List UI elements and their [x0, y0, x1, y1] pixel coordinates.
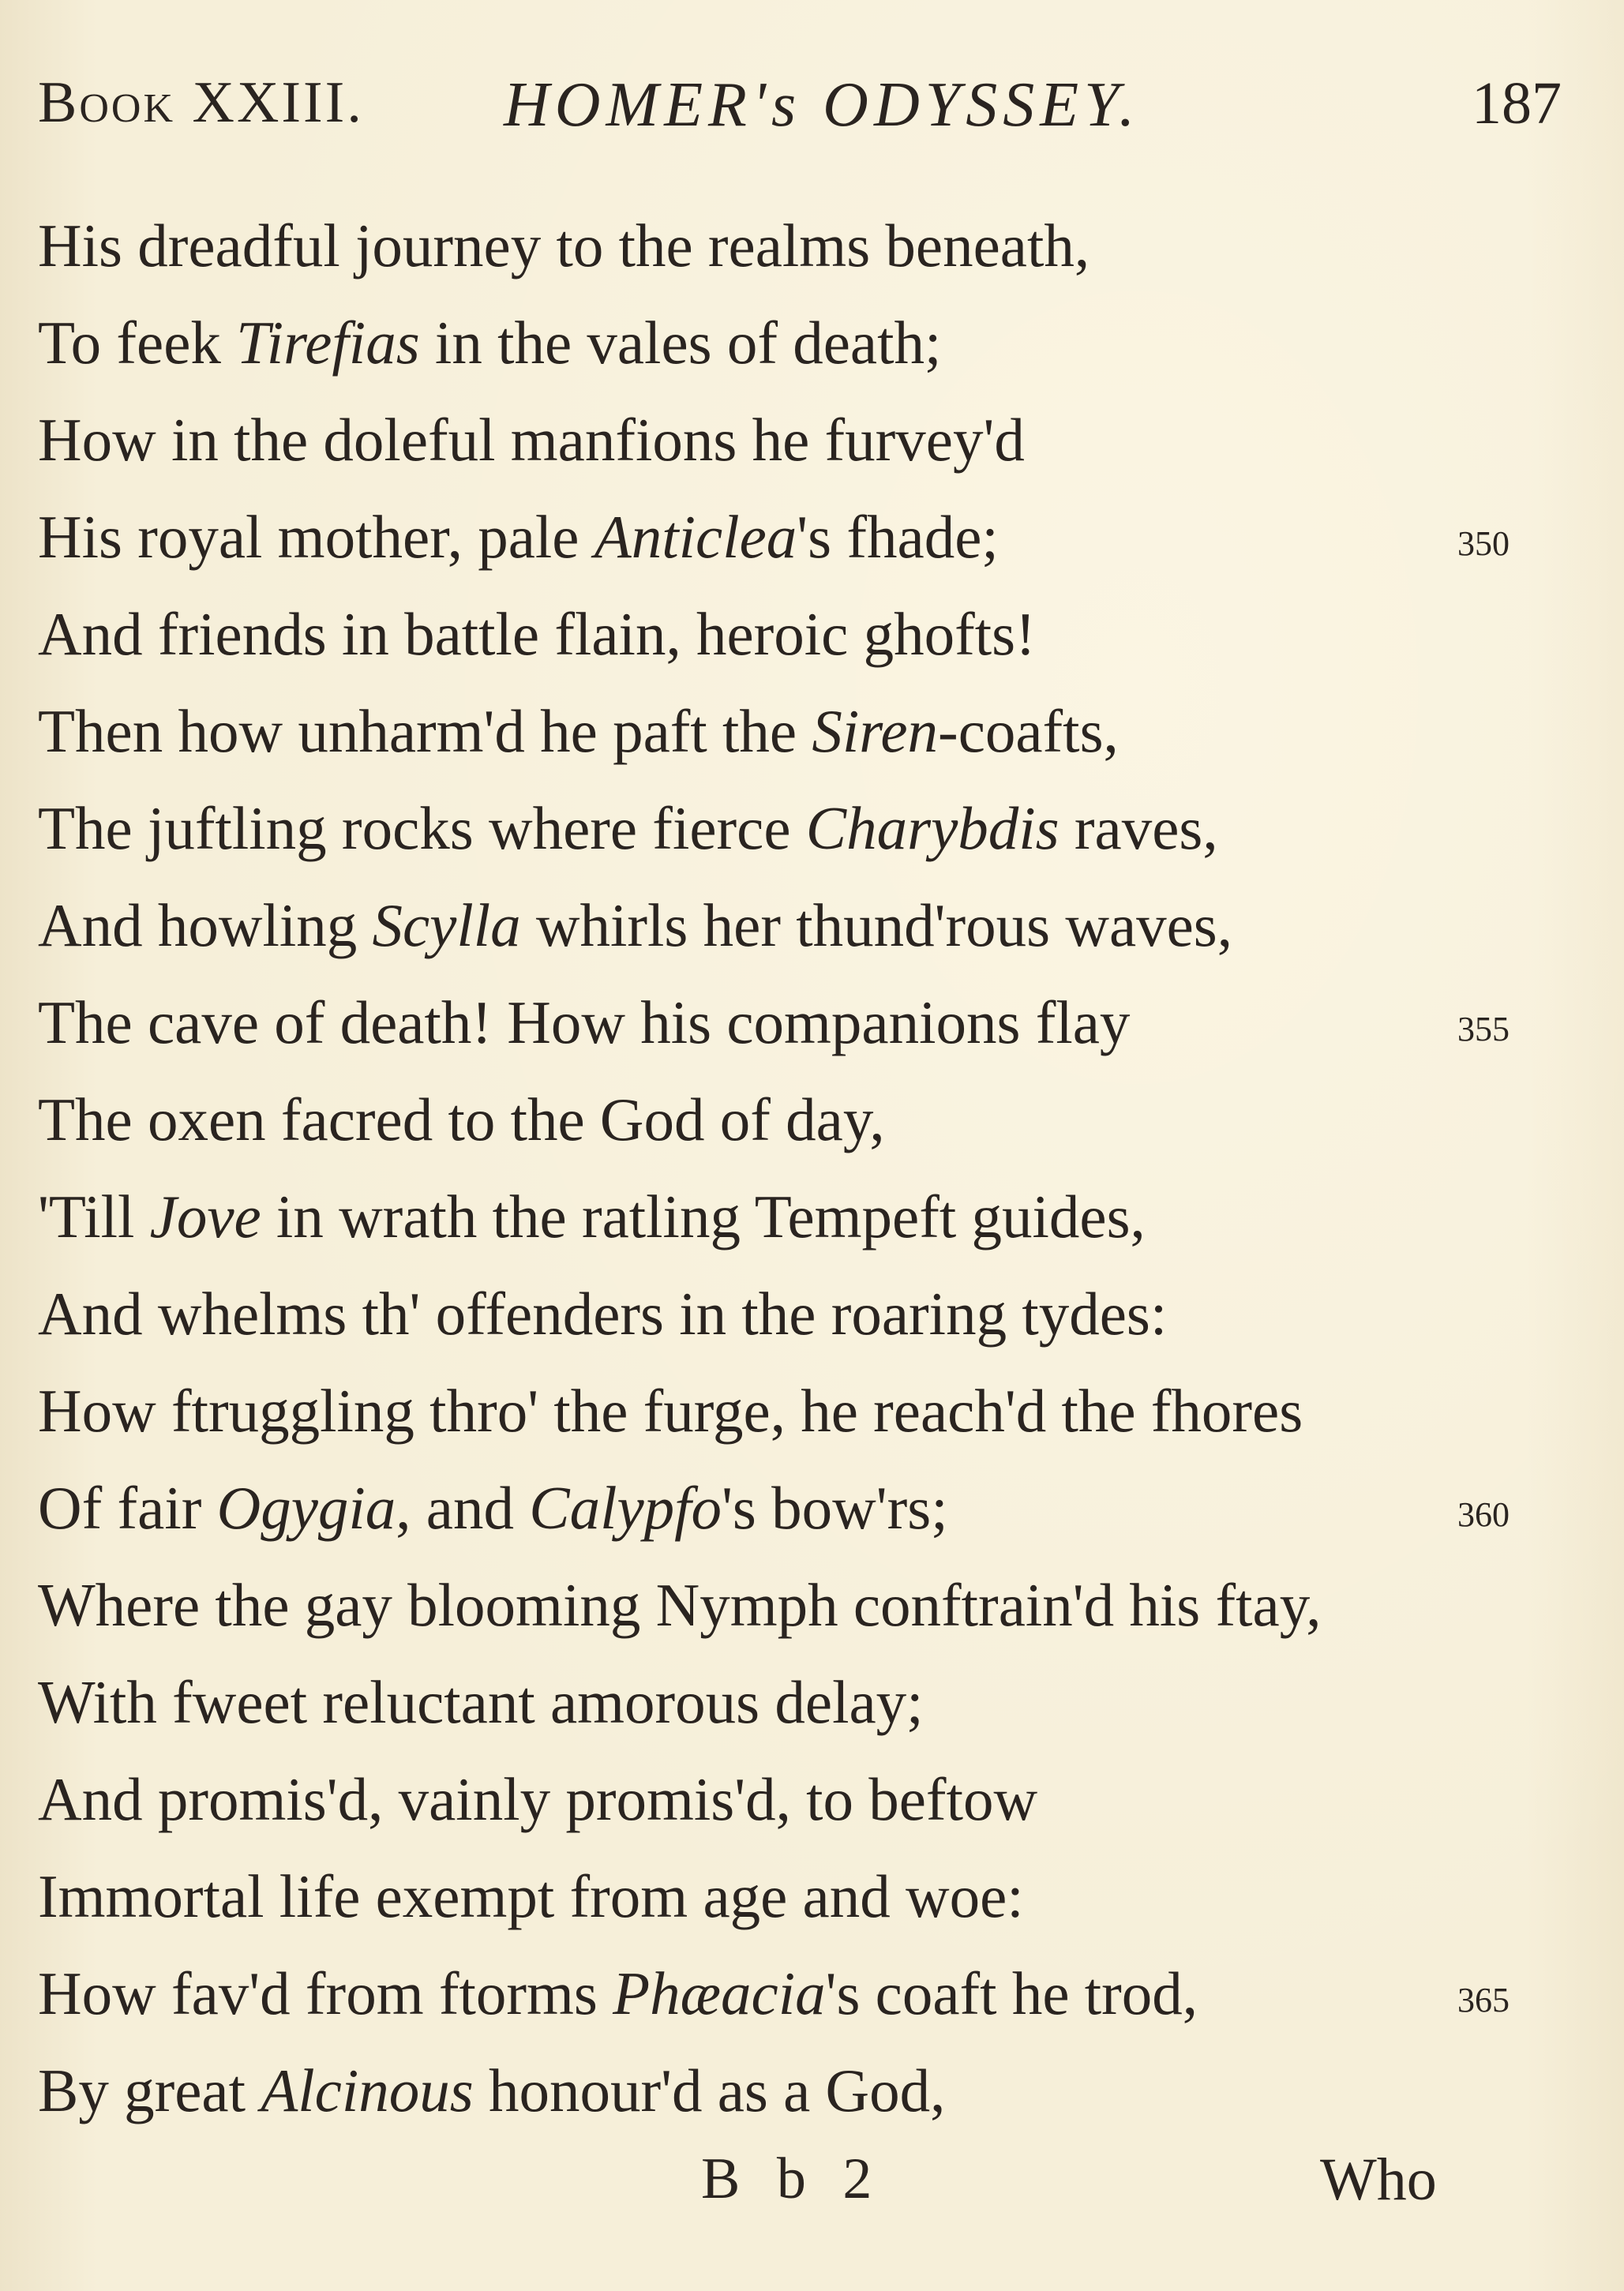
verse-line: [38, 392, 1585, 489]
page-footer: [0, 2146, 1624, 2225]
verse-text: The juftling rocks where fierce: [38, 794, 806, 862]
verse-text: And howling: [38, 891, 373, 959]
line-number: 350: [1457, 524, 1510, 563]
verse-block: [38, 197, 1585, 2139]
verse-text: How ftruggling thro' the furge, he reach'd the fhores: [38, 1377, 1303, 1445]
verse-text: And whelms th' offenders in the roaring tydes:: [38, 1280, 1168, 1348]
italic-name: Tirefias: [236, 309, 420, 377]
verse-line: [38, 1654, 1585, 1751]
verse-line: [38, 1557, 1585, 1654]
verse-line: [38, 1751, 1585, 1848]
verse-text: Of fair: [38, 1474, 217, 1542]
verse-text: How in the doleful manfions he furvey'd: [38, 406, 1025, 474]
verse-line: [38, 780, 1585, 877]
line-number: 365: [1457, 1981, 1510, 2019]
verse-text: Immortal life exempt from age and woe:: [38, 1862, 1024, 1930]
verse-line: [38, 877, 1585, 974]
verse-line: [38, 1460, 1585, 1557]
italic-name: Calypfo: [529, 1474, 722, 1542]
verse-text: Then how unharm'd he paft the: [38, 697, 812, 765]
verse-line: [38, 197, 1585, 294]
verse-line: [38, 294, 1585, 392]
verse-text: raves,: [1059, 794, 1218, 862]
verse-line: [38, 489, 1585, 586]
verse-text: 's bow'rs;: [722, 1474, 948, 1542]
verse-text: And promis'd, vainly promis'd, to beftow: [38, 1765, 1038, 1833]
verse-line: [38, 1071, 1585, 1168]
verse-text: whirls her thund'rous waves,: [520, 891, 1233, 959]
verse-text: in the vales of death;: [419, 309, 942, 377]
verse-text: His royal mother, pale: [38, 503, 594, 571]
italic-name: Anticlea: [594, 503, 797, 571]
verse-text: 's coaft he trod,: [825, 1959, 1198, 2027]
verse-text: And friends in battle flain, heroic ghofts!: [38, 600, 1036, 668]
italic-name: Scylla: [372, 891, 521, 959]
running-title: HOMER's ODYSSEY.: [504, 70, 1141, 140]
verse-text: in wrath the ratling Tempeft guides,: [261, 1183, 1146, 1250]
verse-text: honour'd as a God,: [473, 2057, 946, 2124]
running-head: [38, 69, 1562, 148]
book-label: Book XXIII.: [38, 70, 364, 135]
signature-mark: B b 2: [701, 2147, 883, 2211]
verse-line: [38, 974, 1585, 1071]
verse-line: [38, 1945, 1585, 2042]
verse-line: [38, 2042, 1585, 2139]
catchword: Who: [1320, 2147, 1437, 2213]
verse-line: [38, 1848, 1585, 1945]
italic-name: Phæacia: [613, 1959, 826, 2027]
italic-name: Charybdis: [805, 794, 1060, 862]
italic-name: Siren: [812, 697, 939, 765]
verse-text: The cave of death! How his companions flay: [38, 988, 1131, 1056]
verse-text: , and: [396, 1474, 530, 1542]
verse-text: -coafts,: [938, 697, 1119, 765]
verse-line: [38, 1363, 1585, 1460]
verse-text: How fav'd from ftorms: [38, 1959, 613, 2027]
line-number: 355: [1457, 1010, 1510, 1048]
verse-text: 'Till: [38, 1183, 150, 1250]
line-number: 360: [1457, 1495, 1510, 1534]
verse-line: [38, 1168, 1585, 1265]
verse-text: The oxen facred to the God of day,: [38, 1086, 885, 1153]
verse-line: [38, 683, 1585, 780]
italic-name: Ogygia: [216, 1474, 396, 1542]
verse-text: Where the gay blooming Nymph conftrain'd his ftay,: [38, 1571, 1322, 1639]
italic-name: Alcinous: [261, 2057, 474, 2124]
italic-name: Jove: [149, 1183, 261, 1250]
verse-text: By great: [38, 2057, 261, 2124]
verse-line: [38, 586, 1585, 683]
verse-line: [38, 1265, 1585, 1363]
verse-text: 's fhade;: [797, 503, 999, 571]
verse-text: To feek: [38, 309, 237, 377]
page-number: 187: [1472, 70, 1562, 137]
verse-text: His dreadful journey to the realms beneath,: [38, 212, 1090, 279]
verse-text: With fweet reluctant amorous delay;: [38, 1668, 924, 1736]
